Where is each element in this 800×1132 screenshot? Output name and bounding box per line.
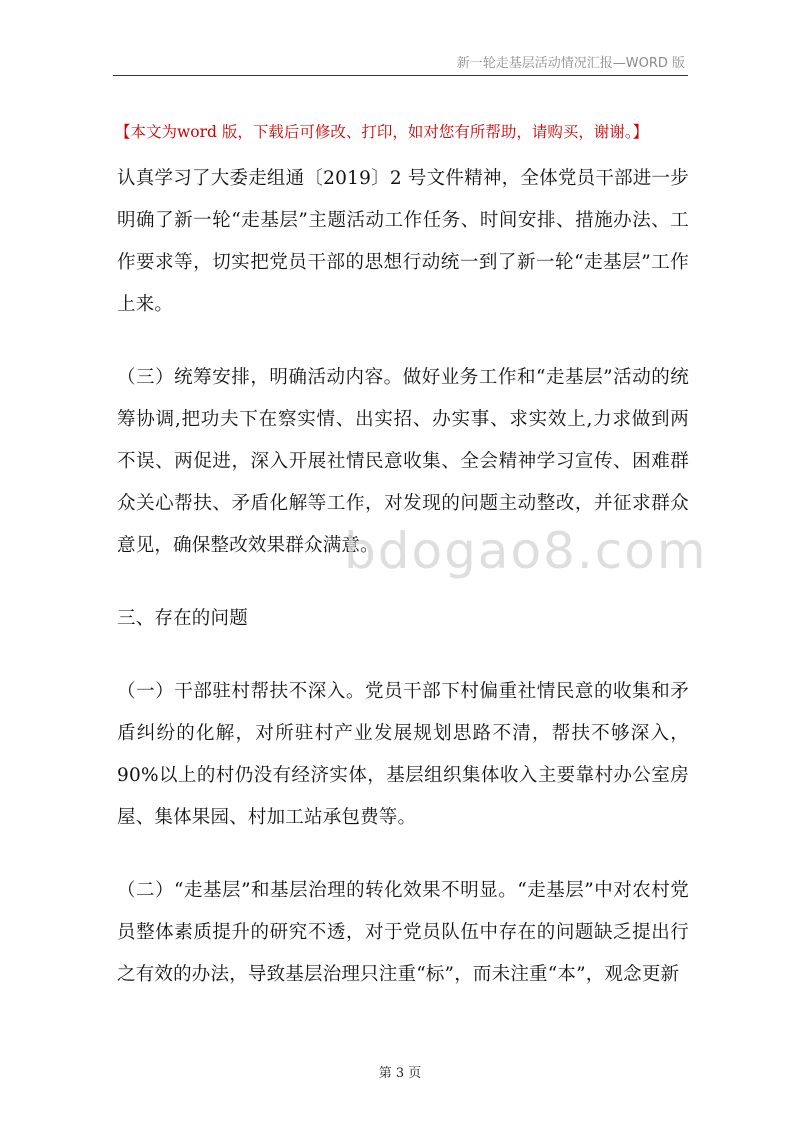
page-number: 第 3 页 xyxy=(378,1066,422,1081)
header-title: 新一轮走基层活动情况汇报—WORD 版 xyxy=(456,56,685,71)
paragraph: （二）“走基层”和基层治理的转化效果不明显。“走基层”中对农村党员整体素质提升的研究不透，对于党员队伍中存在的问题缺乏提出行之有效的办法，导致基层治理只注重“标”，而未注重“本”，观念更新 xyxy=(117,880,689,985)
watermark: bdogao8.com xyxy=(344,522,708,580)
paragraph: （三）统筹安排，明确活动内容。做好业务工作和“走基层”活动的统筹协调,把功夫下在察实情、出实招、办实事、求实效上,力求做到两不误、两促进，深入开展社情民意收集、全会精神学习宣传、困难群众关心帮扶、矛盾化解等工作，对发现的问题主动整改，并征求群众意见，确保整改效果群众满意。 xyxy=(117,367,689,556)
paragraph: 认真学习了大委走组通〔2019〕2 号文件精神，全体党员干部进一步明确了新一轮“走基层”主题活动工作任务、时间安排、措施办法、工作要求等，切实把党员干部的思想行动统一到了新一轮“走基层”工作上来。 xyxy=(117,168,689,315)
purchase-notice: 【本文为word 版，下载后可修改、打印，如对您有所帮助，请购买，谢谢。】 xyxy=(115,123,649,141)
section-heading: 三、存在的问题 xyxy=(117,608,248,629)
paragraph: （一）干部驻村帮扶不深入。党员干部下村偏重社情民意的收集和矛盾纠纷的化解，对所驻村产业发展规划思路不清，帮扶不够深入，90%以上的村仍没有经济实体，基层组织集体收入主要靠村办公室房屋、集体果园、村加工站承包费等。 xyxy=(117,681,689,828)
header-rule xyxy=(113,75,688,76)
